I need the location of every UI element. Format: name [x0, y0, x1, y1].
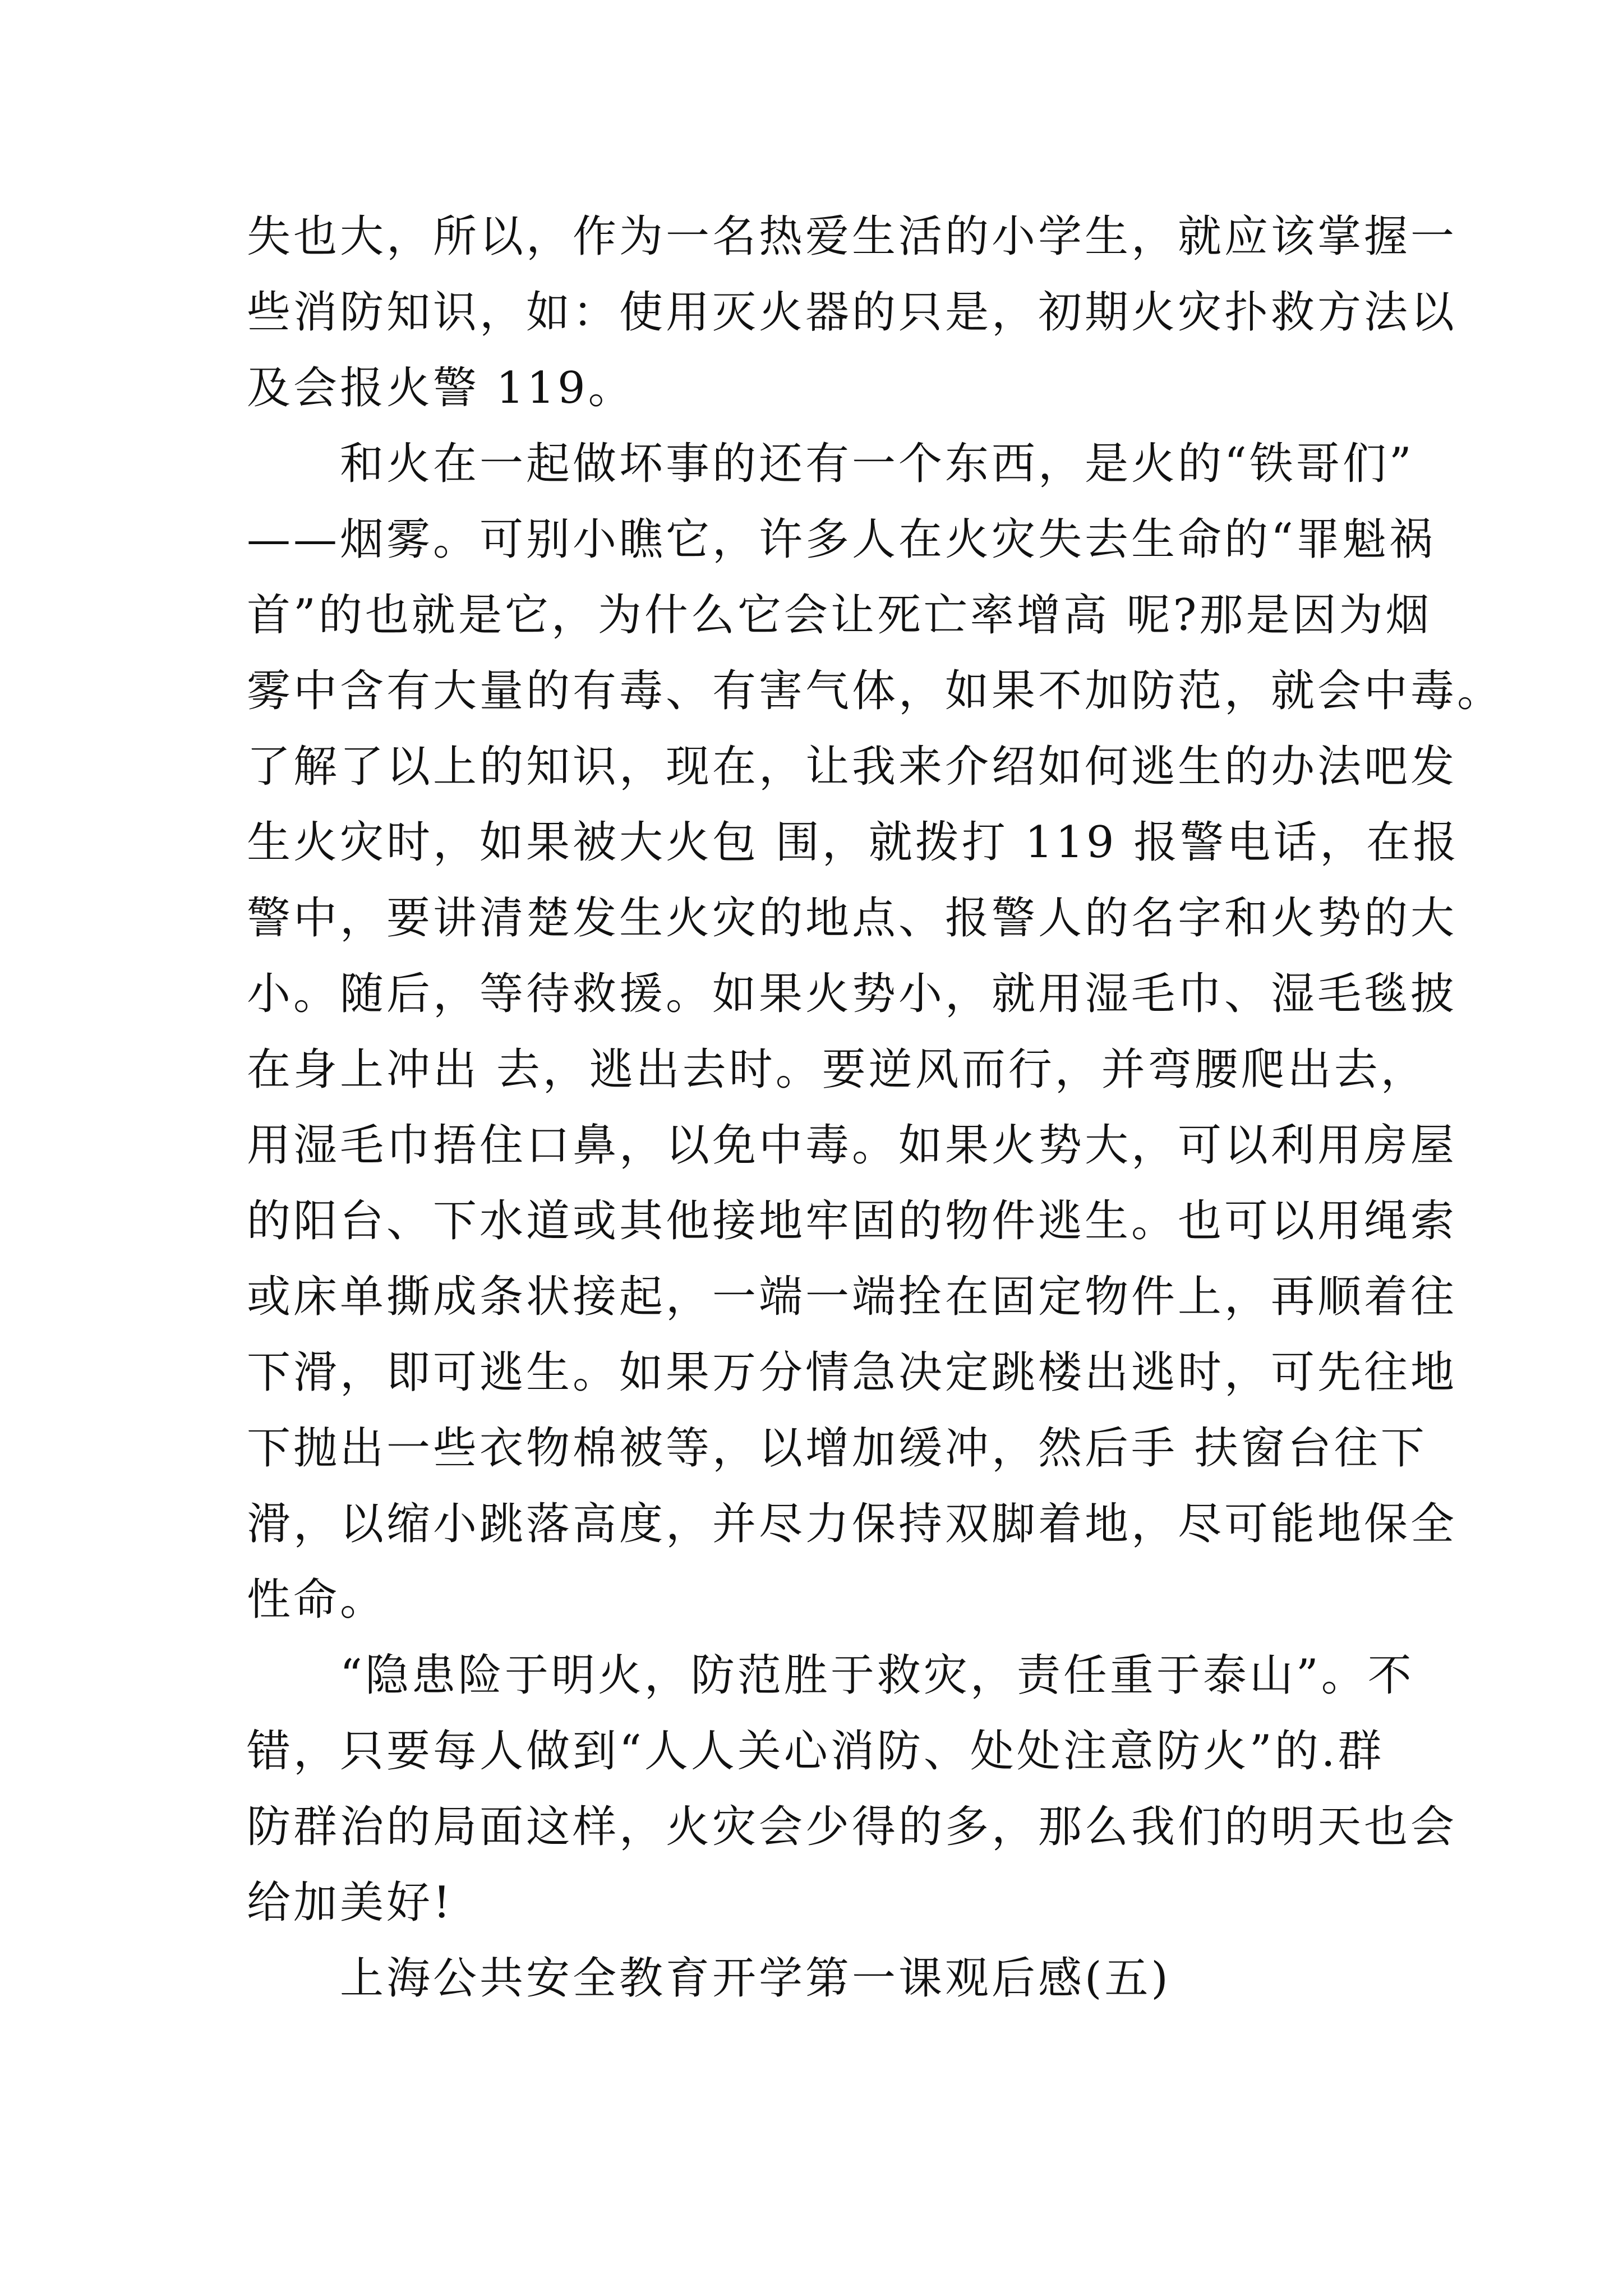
text-line: 些消防知识，如：使用灭火器的只是，初期火灾扑救方法以 — [247, 287, 1458, 338]
text-line: 失也大，所以，作为一名热爱生活的小学生，就应该掌握一 — [247, 211, 1458, 262]
text-line: 的阳台、下水道或其他接地牢固的物件逃生。也可以用绳索 — [247, 1196, 1458, 1246]
text-line: 错，只要每人做到“人人关心消防、处处注意防火”的.群 — [247, 1726, 1385, 1777]
text-line: 下抛出一些衣物棉被等，以增加缓冲，然后手 扶窗台往下 — [247, 1423, 1427, 1474]
text-line: 雾中含有大量的有毒、有害气体，如果不加防范，就会中毒。 — [247, 666, 1504, 716]
text-line: 用湿毛巾捂住口鼻，以免中毒。如果火势大，可以利用房屋 — [247, 1120, 1458, 1171]
text-line: 了解了以上的知识，现在，让我来介绍如何逃生的办法吧发 — [247, 742, 1458, 792]
text-line: 和火在一起做坏事的还有一个东西，是火的“铁哥们” — [247, 439, 1414, 489]
section-heading: 上海公共安全教育开学第一课观后感(五) — [247, 1953, 1171, 2004]
text-line: 下滑，即可逃生。如果万分情急决定跳楼出逃时，可先往地 — [247, 1347, 1458, 1398]
text-line: “隐患险于明火，防范胜于救灾，责任重于泰山”。不 — [247, 1650, 1414, 1701]
text-line: 在身上冲出 去，逃出去时。要逆风而行，并弯腰爬出去， — [247, 1045, 1427, 1095]
text-line: 警中，要讲清楚发生火灾的地点、报警人的名字和火势的大 — [247, 893, 1458, 944]
text-line: 及会报火警 119。 — [247, 363, 635, 413]
text-line: 生火灾时，如果被大火包 围，就拨打 119 报警电话，在报 — [247, 817, 1460, 868]
text-line: 首”的也就是它，为什么它会让死亡率增高 呢?那是因为烟 — [247, 590, 1432, 641]
text-line: ——烟雾。可别小瞧它，许多人在火灾失去生命的“罪魁祸 — [247, 514, 1436, 565]
text-line: 小。随后，等待救援。如果火势小，就用湿毛巾、湿毛毯披 — [247, 969, 1458, 1019]
text-line: 防群治的局面这样，火灾会少得的多，那么我们的明天也会 — [247, 1802, 1458, 1852]
text-line: 性命。 — [247, 1575, 387, 1625]
body-text — [247, 199, 1504, 2017]
text-line: 滑，以缩小跳落高度，并尽力保持双脚着地，尽可能地保全 — [247, 1499, 1458, 1549]
text-line: 或床单撕成条状接起，一端一端拴在固定物件上，再顺着往 — [247, 1272, 1458, 1322]
text-line: 给加美好! — [247, 1878, 454, 1928]
